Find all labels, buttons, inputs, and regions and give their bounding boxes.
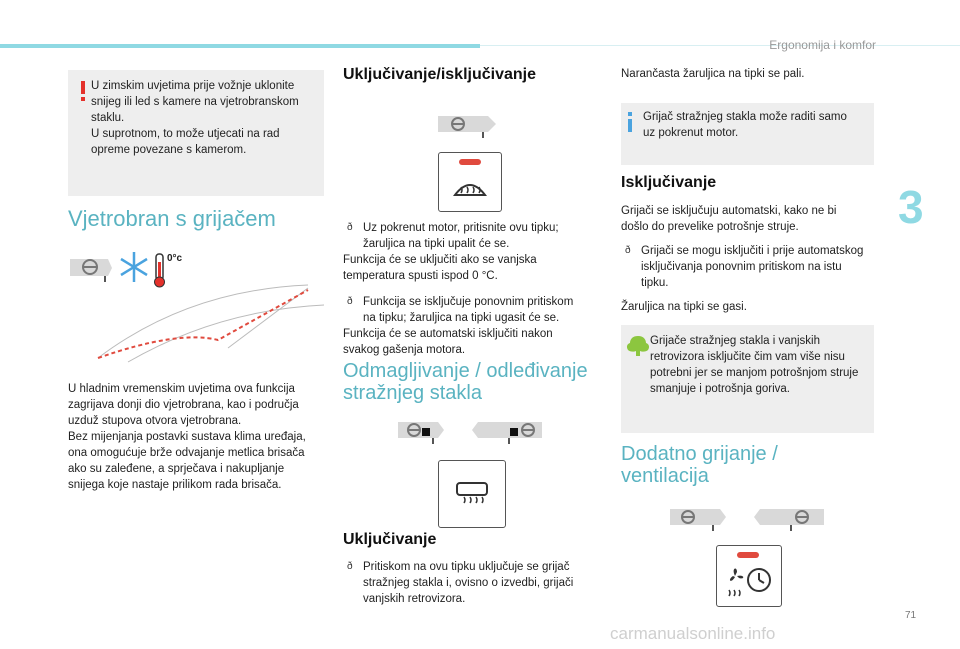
eco-text: Grijače stražnjeg stakla i vanjskih retrovizora isključite čim vam više nisu potrebni jer se manjom potrošnjom struje smanjuje i potrošnja goriva. <box>650 335 859 395</box>
chapter-number: 3 <box>898 181 924 233</box>
warning-icon <box>80 81 86 101</box>
section-title-switching-off: Isključivanje <box>621 174 717 191</box>
section-title-switching-on: Uključivanje <box>343 531 437 548</box>
button-indicator-led <box>737 552 759 558</box>
steering-wheel-icon <box>668 505 828 539</box>
thermometer-icon <box>155 254 165 287</box>
section-title-additional-heating: Dodatno grijanje / ventilacija <box>621 443 778 487</box>
heated-windscreen-description: U hladnim vremenskim uvjetima ova funkcija zagrijava donji dio vjetrobrana, kao i područja uzduž stupova otvora vjetrobrana. Bez mijenjanja postavki sustava klima uređaja, ona omogućuje brže odvajanje metlica brisača ako su zaleđene, a sprječava i nakupljanje snijega koje nastaje prilikom rada brisača. <box>68 383 306 491</box>
switching-off-instructions: Grijači se isključuju automatski, kako ne bi došlo do prevelike potrošnje struje. ð Grijači se mogu isključiti i prije automatskog isključivanja ponovnim pritiskom na istu tipku. Žaruljica na tipki se gasi. <box>621 203 881 315</box>
heated-windscreen-illustration <box>68 250 326 365</box>
windscreen-outline <box>98 285 324 362</box>
watermark-text: carmanualsonline.info <box>610 624 776 643</box>
clock-icon <box>748 569 770 591</box>
list-item: ð Uz pokrenut motor, pritisnite ovu tipku; žaruljica na tipki upalit će se. <box>343 220 603 252</box>
windscreen-heating-icon <box>453 177 487 199</box>
steering-wheel-icon <box>436 112 506 138</box>
switching-on-instructions <box>343 559 603 607</box>
fan-timer-icon <box>725 564 773 598</box>
eco-tip-icon <box>626 336 650 356</box>
fan-icon <box>730 569 743 581</box>
section-title-heated-windscreen: Vjetrobran s grijačem <box>68 206 276 231</box>
info-text: Grijač stražnjeg stakla može raditi samo uz pokrenut motor. <box>643 111 847 139</box>
page-header-title: Ergonomija i komfor <box>769 38 876 52</box>
list-item: ð Funkcija se isključuje ponovnim pritiskom na tipku; žaruljica na tipki ugasit će se. <box>343 294 603 326</box>
additional-heating-button[interactable] <box>716 545 782 607</box>
section-title-rear-demist: Odmagljivanje / odleđivanje stražnjeg stakla <box>343 360 588 404</box>
rear-demist-button[interactable] <box>438 460 506 528</box>
button-indicator-led <box>459 159 481 165</box>
list-item: ð Grijači se mogu isključiti i prije automatskog isključivanja ponovnim pritiskom na istu tipku. <box>621 243 881 291</box>
rear-window-heating-icon <box>455 481 489 507</box>
indicator-on-text: Narančasta žaruljica na tipki se pali. <box>621 68 805 80</box>
header-accent-bar <box>0 44 480 48</box>
header-rule <box>480 45 960 46</box>
heated-windscreen-button[interactable] <box>438 152 502 212</box>
page-number: 71 <box>905 610 917 621</box>
warning-text: U zimskim uvjetima prije vožnje uklonite snijeg ili led s kamere na vjetrobranskom staklu. U suprotnom, to može utjecati na rad opreme povezane s kamerom. <box>91 80 299 156</box>
snowflake-icon <box>121 252 147 282</box>
heating-elements <box>98 290 308 358</box>
info-icon <box>625 112 635 132</box>
steering-wheel-icon <box>396 418 546 452</box>
steering-wheel-icon <box>70 259 112 282</box>
section-title-on-off: Uključivanje/isključivanje <box>343 66 536 83</box>
temperature-label: 0°c <box>167 253 183 264</box>
on-off-instructions: ð Uz pokrenut motor, pritisnite ovu tipku; žaruljica na tipki upalit će se. Funkcija će se uključiti ako se vanjska temperatura spusti ispod 0 °C. ð Funkcija se isključuje ponovnim pritiskom na tipku; žaruljica na tipki ugasit će se. Funkcija će se automatski isključiti nakon svakog gašenja motora. <box>343 220 603 358</box>
list-item: ð Pritiskom na ovu tipku uključuje se grijač stražnjeg stakla i, ovisno o izvedbi, grijači vanjskih retrovizora. <box>343 559 603 607</box>
